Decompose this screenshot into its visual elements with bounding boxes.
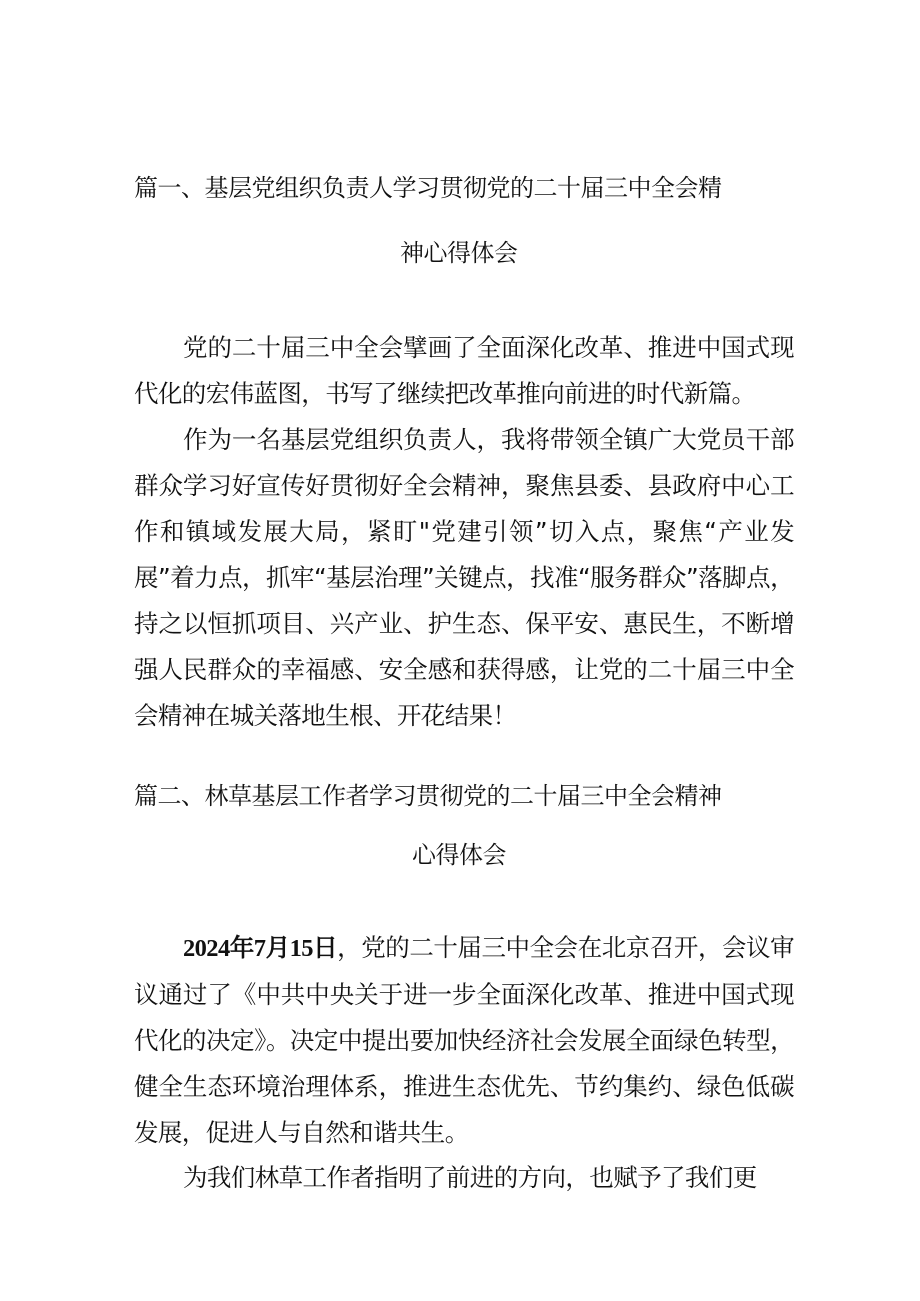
section1-paragraph-1: 党的二十届三中全会擘画了全面深化改革、推进中国式现代化的宏伟蓝图，书写了继续把改革推向前进的时代新篇。	[134, 333, 794, 408]
section2-paragraph-2: 为我们林草工作者指明了前进的方向，也赋予了我们更	[183, 1163, 757, 1192]
section2-paragraph-1	[134, 925, 794, 1156]
meeting-date: 2024年7月15日	[183, 935, 338, 962]
section2-paragraph-1-text: ，党的二十届三中全会在北京召开，会议审议通过了《中共中央关于进一步全面深化改革、推进中国式现代化的决定》。决定中提出要加快经济社会发展全面绿色转型，健全生态环境治理体系，推进生态优先、节约集约、绿色低碳发展，促进人与自然和谐共生。	[134, 933, 795, 1147]
section1-title-line2: 神心得体会	[400, 239, 518, 267]
section2-title-line1: 篇二、林草基层工作者学习贯彻党的二十届三中全会精神	[134, 782, 722, 810]
section2-title-line2: 心得体会	[412, 841, 506, 869]
section1-paragraph-2: 作为一名基层党组织负责人，我将带领全镇广大党员干部群众学习好宣传好贯彻好全会精神，聚焦县委、县政府中心工作和镇域发展大局，紧盯"党建引领”切入点，聚焦“产业发展”着力点，抓牢“基层治理”关键点，找准“服务群众”落脚点，持之以恒抓项目、兴产业、护生态、保平安、惠民生，不断增强人民群众的幸福感、安全感和获得感，让党的二十届三中全会精神在城关落地生根、开花结果！	[134, 425, 794, 730]
section1-title-line1: 篇一、基层党组织负责人学习贯彻党的二十届三中全会精	[134, 174, 722, 202]
